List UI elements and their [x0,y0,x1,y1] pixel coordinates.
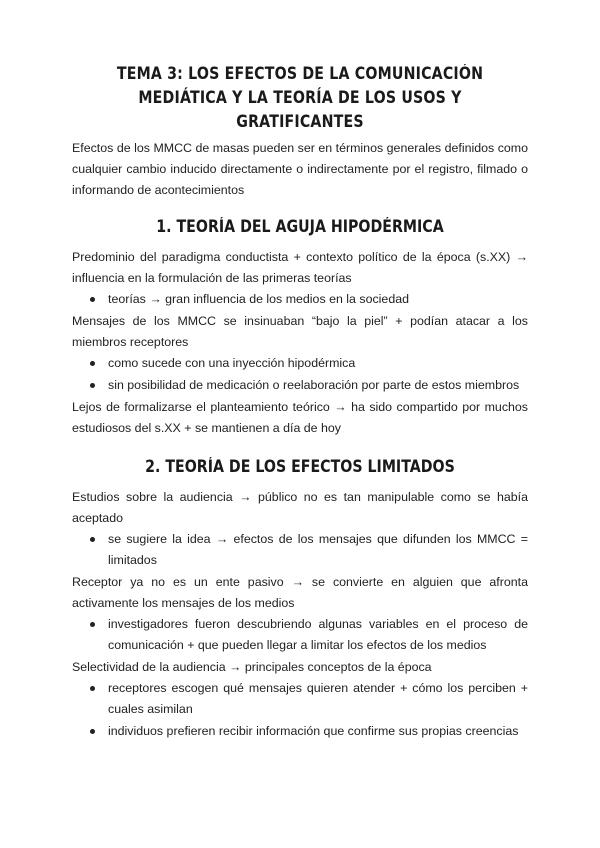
section-1-bullet-list-2 [72,353,528,397]
list-item: receptores escogen qué mensajes quieren atender + cómo los perciben + cuales asimilan [108,678,528,721]
list-item: investigadores fueron descubriendo algunas variables en el proceso de comunicación + que pueden llegar a limitar los efectos de los medios [108,614,528,657]
section-2-paragraph-3: Selectividad de la audiencia → principales conceptos de la época [72,660,432,674]
list-item: se sugiere la idea → efectos de los mensajes que difunden los MMCC = limitados [108,529,528,572]
document-title: TEMA 3: LOS EFECTOS DE LA COMUNICACIÓN MEDIÁTICA Y LA TEORÍA DE LOS USOS Y GRATIFICANTES [116,64,484,131]
section-2-bullet-list-2 [72,614,528,657]
section-2-paragraph-1: Estudios sobre la audiencia → público no es tan manipulable como se había aceptado [72,490,528,525]
section-1-paragraph-2: Mensajes de los MMCC se insinuaban “bajo la piel” + podían atacar a los miembros receptores [72,314,528,349]
section-2-bullet-list-3 [72,678,528,743]
list-item: sin posibilidad de medicación o reelaboración por parte de estos miembros [108,375,528,397]
section-1-heading: 1. TEORÍA DEL AGUJA HIPODÉRMICA [156,217,444,236]
document-page [72,62,528,743]
section-2-heading: 2. TEORÍA DE LOS EFECTOS LIMITADOS [145,457,455,476]
section-2-paragraph-2: Receptor ya no es un ente pasivo → se convierte en alguien que afronta activamente los mensajes de los medios [72,575,528,610]
list-item: individuos prefieren recibir información que confirme sus propias creencias [108,721,528,743]
list-item: teorías → gran influencia de los medios en la sociedad [108,289,528,311]
section-1-paragraph-1: Predominio del paradigma conductista + contexto político de la época (s.XX) → influencia en la formulación de las primeras teorías [72,250,528,285]
section-2-bullet-list-1 [72,529,528,572]
intro-paragraph: Efectos de los MMCC de masas pueden ser en términos generales definidos como cualquier cambio inducido directamente o indirectamente por el registro, filmado o informando de acontecimientos [72,141,528,197]
section-1-bullet-list-1 [72,289,528,311]
section-1-paragraph-3: Lejos de formalizarse el planteamiento teórico → ha sido compartido por muchos estudiosos del s.XX + se mantienen a día de hoy [72,400,528,435]
list-item: como sucede con una inyección hipodérmica [108,353,528,375]
